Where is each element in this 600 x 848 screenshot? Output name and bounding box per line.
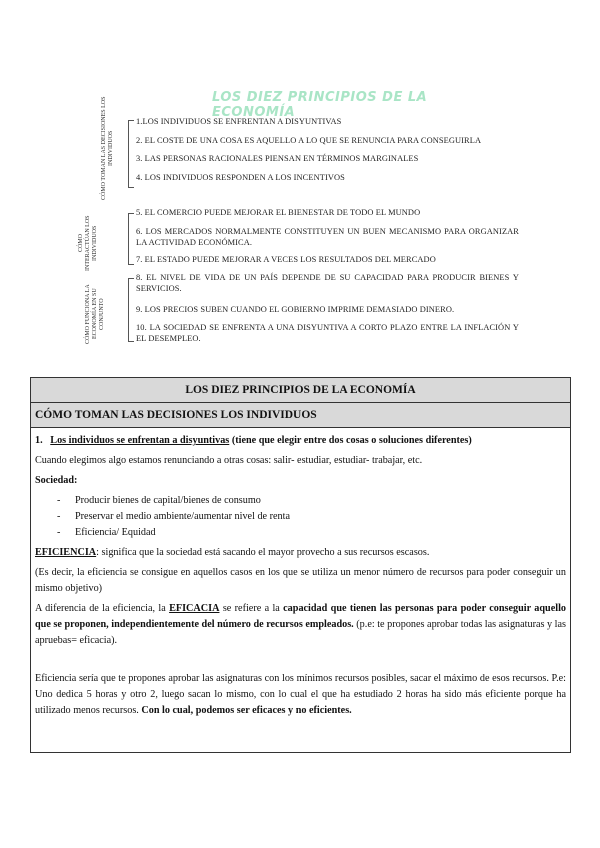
efficacy-paragraph	[35, 601, 566, 649]
group-label-decisions: CÓMO TOMAN LAS DECISIONES LOS INDIVIDUOS	[101, 96, 114, 200]
principle-6: 6. LOS MERCADOS NORMALMENTE CONSTITUYEN UN BUEN MECANISMO PARA ORGANIZAR LA ACTIVIDAD ECONÓMICA.	[136, 227, 519, 247]
principle-number: 1.	[35, 435, 43, 446]
table-content	[31, 428, 570, 719]
principle-1: 1.LOS INDIVIDUOS SE ENFRENTAN A DISYUNTIVAS	[136, 117, 342, 126]
principle-title: Los individuos se enfrentan a disyuntivas	[50, 435, 230, 446]
list-item: - Preservar el medio ambiente/aumentar nivel de renta	[57, 509, 566, 525]
efficacy-intro: A diferencia de la eficiencia, la	[35, 603, 170, 614]
principle-8: 8. EL NIVEL DE VIDA DE UN PAÍS DEPENDE DE SU CAPACIDAD PARA PRODUCIR BIENES Y SERVICIOS.	[136, 273, 519, 293]
principle-note: (tiene que elegir entre dos cosas o soluciones diferentes)	[229, 435, 472, 446]
efficiency-text: : significa que la sociedad está sacando el mayor provecho a sus recursos escasos.	[96, 547, 430, 558]
list-item: - Eficiencia/ Equidad	[57, 525, 566, 541]
diagram-title: LOS DIEZ PRINCIPIOS DE LA ECONOMÍA	[212, 90, 428, 120]
list-item: - Producir bienes de capital/bienes de consumo	[57, 493, 566, 509]
society-label: Sociedad:	[35, 475, 78, 486]
final-paragraph	[35, 671, 566, 719]
principle-2: 2. EL COSTE DE UNA COSA ES AQUELLO A LO QUE SE RENUNCIA PARA CONSEGUIRLA	[136, 136, 482, 145]
principles-diagram	[0, 0, 600, 360]
efficiency-definition	[35, 545, 566, 561]
efficacy-mid: se refiere a la	[219, 603, 284, 614]
final-text: Eficiencia sería que te propones aprobar las asignaturas con los mínimos recursos posibles, sacar el máximo de esos recursos. P.e: Uno dedica 5 horas y otro 2, luego sacan lo mismo, con lo cual el que ha estudiado 2 horas ha sido más eficiente porque ha utilizado menos recursos.	[35, 673, 566, 716]
principles-table	[30, 377, 571, 753]
group-label-economy: CÓMO FUNCIONA LA ECONOMÍA EN SU CONJUNTO	[85, 284, 105, 344]
choice-paragraph: Cuando elegimos algo estamos renunciando a otras cosas: salir- estudiar, estudiar- trabajar, etc.	[35, 455, 423, 466]
group-bracket-decisions	[128, 120, 134, 188]
principle-9: 9. LOS PRECIOS SUBEN CUANDO EL GOBIERNO IMPRIME DEMASIADO DINERO.	[136, 305, 455, 314]
principle-10: 10. LA SOCIEDAD SE ENFRENTA A UNA DISYUNTIVA A CORTO PLAZO ENTRE LA INFLACIÓN Y EL DESEMPLEO.	[136, 323, 519, 343]
efficacy-example: (p.e: te propones aprobar todas las asignaturas y las apruebas= eficacia).	[35, 619, 566, 646]
efficacy-bold: capacidad que tienen las personas para poder conseguir aquello que se proponen, independientemente del número de recursos empleados.	[35, 603, 566, 630]
principle-7: 7. EL ESTADO PUEDE MEJORAR A VECES LOS RESULTADOS DEL MERCADO	[136, 255, 436, 264]
group-bracket-interaction	[128, 213, 134, 265]
group-label-interaction: CÓMO INTERACTÚAN LOS INDIVIDUOS	[78, 215, 98, 271]
efficacy-term: EFICACIA	[169, 603, 220, 614]
table-subheader: CÓMO TOMAN LAS DECISIONES LOS INDIVIDUOS	[31, 403, 570, 428]
principle-5: 5. EL COMERCIO PUEDE MEJORAR EL BIENESTAR DE TODO EL MUNDO	[136, 208, 421, 217]
final-bold: Con lo cual, podemos ser eficaces y no eficientes.	[141, 705, 352, 716]
principle-4: 4. LOS INDIVIDUOS RESPONDEN A LOS INCENTIVOS	[136, 173, 345, 182]
principle-heading	[35, 433, 566, 449]
principle-3: 3. LAS PERSONAS RACIONALES PIENSAN EN TÉRMINOS MARGINALES	[136, 154, 419, 163]
group-bracket-economy	[128, 278, 134, 342]
efficiency-term: EFICIENCIA	[35, 547, 97, 558]
efficiency-note: (Es decir, la eficiencia se consigue en aquellos casos en los que se utiliza un menor número de recursos para poder conseguir un mismo objetivo)	[35, 567, 566, 594]
society-list	[35, 493, 566, 541]
table-header: LOS DIEZ PRINCIPIOS DE LA ECONOMÍA	[31, 378, 570, 403]
